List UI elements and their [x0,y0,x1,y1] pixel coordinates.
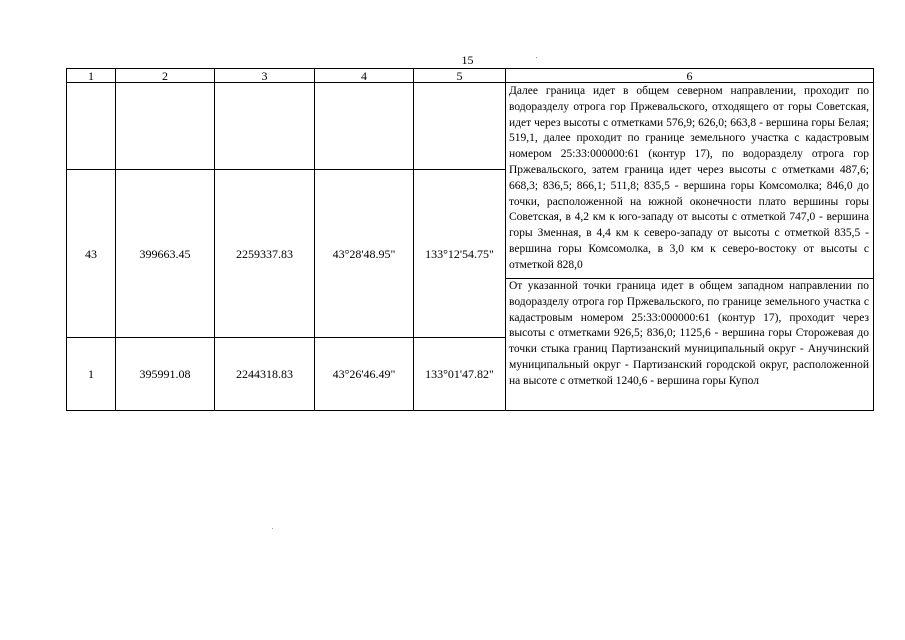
row-1-x: 395991.08 [139,367,191,381]
table-bottom-border [66,410,874,411]
row-43-point: 43 [85,246,97,261]
row-1-y: 2244318.83 [236,367,293,381]
column-border-6 [873,68,874,411]
column-header-6: 6 [686,68,693,83]
boundary-description-1: Далее граница идет в общем северном направлении, проходит по водоразделу отрога гор Пржевальского, отходящего от горы Советская, идет через высоты с отметками 576,9; 626,0; 663,8 - вершина горы Белая; 519,1, далее проходит по границе земельного участка с кадастровым номером 25:33:000000:61 (контур 17), по водоразделу отрога гор Пржевальского, затем граница идет через высоты с отметками 487,6; 668,3; 836,5; 866,1; 511,8; 835,5 - вершина горы Комсомолка; 846,0 до точки, расположенной на южной оконечности плато вершины горы Советская, в 4,2 км к юго-западу от высоты с отметкой 747,0 - вершина горы Зменная, в 4,4 км к северо-западу от высоты с отметкой 835,5 - вершина горы Комсомолка, в 3,0 км к северо-востоку от высоты с отметкой 828,0 [509,85,869,271]
scan-speck [536,57,537,58]
column-header-3: 3 [261,68,268,83]
row-43-longitude: 133°12'54.75" [425,246,494,261]
column-header-2: 2 [162,68,168,83]
row-43-x: 399663.45 [139,246,191,261]
column-header-5: 5 [456,68,463,83]
column-border-5 [505,68,506,411]
header-bottom-border [66,82,874,83]
scan-speck [272,528,273,529]
boundary-description-2: От указанной точки граница идет в общем западном направлении по водоразделу отрога гор Пржевальского, по границе земельного участка с кадастровым номером 25:33:000000:61 (контур 17), проходит через высоты с отметками 926,5; 836,0; 1125,6 - вершина горы Сторожевая до точки стыка границ Партизанский муниципальный округ - Анучинский муниципальный округ - Партизанский городской округ, расположенной на высоте с отметкой 1240,6 - вершина горы Купол [509,280,869,387]
boundary-table [66,68,874,411]
row-1-point: 1 [88,367,94,381]
row-43-y: 2259337.83 [236,246,293,261]
row-43-latitude: 43°28'48.95" [332,246,396,261]
row-1-longitude: 133°01'47.82" [425,367,494,381]
column-header-4: 4 [361,68,367,83]
page-number: 15 [461,53,474,67]
column-header-1: 1 [88,68,94,83]
row-1-latitude: 43°26'46.49" [332,367,396,381]
